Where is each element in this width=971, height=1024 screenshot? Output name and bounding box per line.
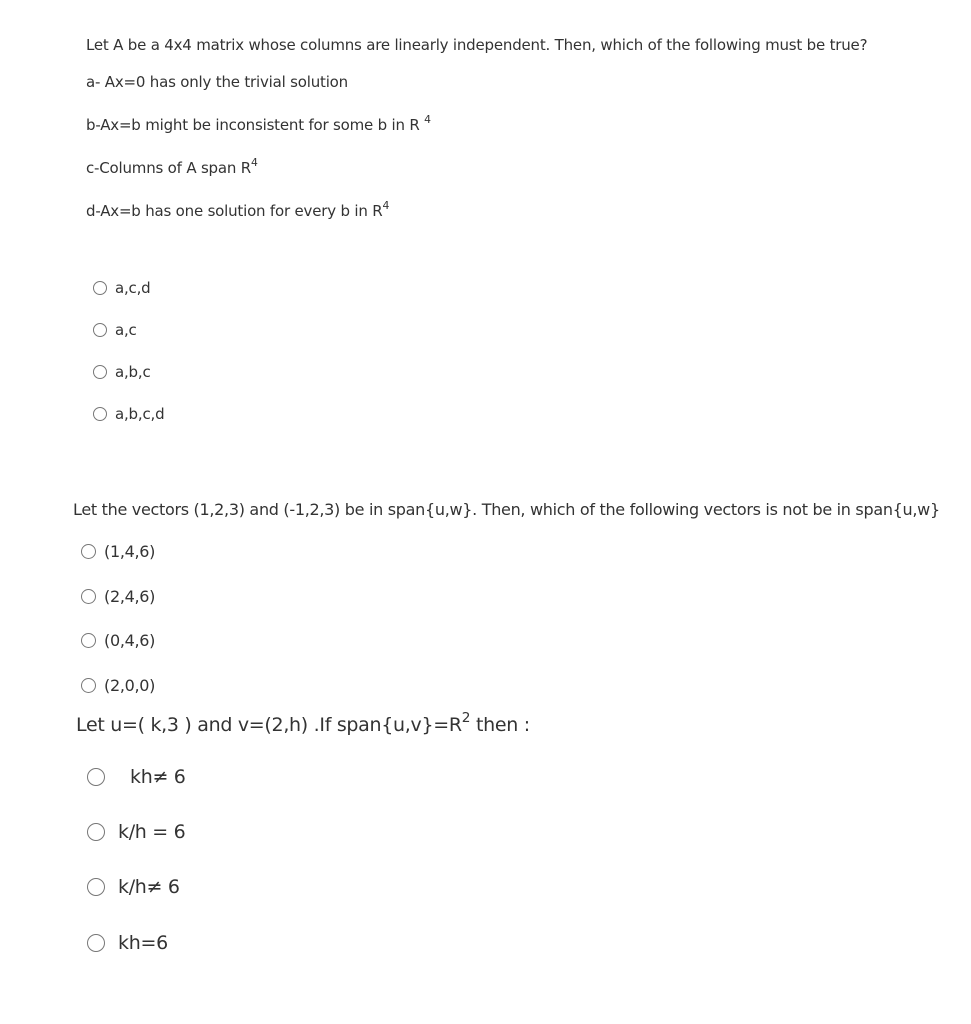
option-label: a,c bbox=[115, 321, 137, 339]
option-label: k/h≠ 6 bbox=[118, 876, 180, 898]
question-3-prompt bbox=[76, 710, 530, 736]
option-label: (2,4,6) bbox=[104, 587, 156, 606]
radio-button[interactable] bbox=[87, 823, 105, 841]
question-3-option-1[interactable] bbox=[87, 766, 186, 788]
option-label: a,b,c bbox=[115, 363, 151, 381]
option-label: k/h = 6 bbox=[118, 821, 186, 843]
radio-button[interactable] bbox=[81, 633, 96, 648]
option-label: kh≠ 6 bbox=[130, 766, 186, 788]
question-2-option-3[interactable] bbox=[81, 631, 155, 650]
statement-text: d-Ax=b has one solution for every b in R bbox=[86, 202, 383, 220]
statement-text: a- Ax=0 has only the trivial solution bbox=[86, 73, 348, 91]
option-label: a,c,d bbox=[115, 279, 151, 297]
radio-button[interactable] bbox=[93, 323, 107, 337]
question-1-statement-a bbox=[86, 73, 348, 91]
question-3-option-4[interactable] bbox=[87, 932, 168, 954]
question-1-option-1[interactable] bbox=[93, 279, 151, 297]
question-2-option-2[interactable] bbox=[81, 587, 155, 606]
question-2-option-4[interactable] bbox=[81, 676, 155, 695]
prompt-superscript: 2 bbox=[461, 710, 471, 727]
statement-text: b-Ax=b might be inconsistent for some b in R bbox=[86, 116, 425, 134]
prompt-text: then : bbox=[470, 714, 530, 736]
statement-superscript: 4 bbox=[250, 155, 258, 169]
radio-button[interactable] bbox=[93, 407, 107, 421]
question-1-option-3[interactable] bbox=[93, 363, 151, 381]
radio-button[interactable] bbox=[87, 878, 105, 896]
radio-button[interactable] bbox=[81, 678, 96, 693]
radio-button[interactable] bbox=[87, 768, 105, 786]
statement-superscript: 4 bbox=[382, 198, 390, 212]
radio-button[interactable] bbox=[93, 281, 107, 295]
question-1-option-4[interactable] bbox=[93, 405, 164, 423]
statement-superscript: 4 bbox=[424, 112, 431, 126]
option-label: (2,0,0) bbox=[104, 676, 156, 695]
statement-text: c-Columns of A span R bbox=[86, 159, 251, 177]
radio-button[interactable] bbox=[81, 544, 96, 559]
question-2-option-1[interactable] bbox=[81, 542, 155, 561]
question-1-prompt: Let A be a 4x4 matrix whose columns are linearly independent. Then, which of the following must be true? bbox=[86, 36, 868, 54]
question-2-prompt: Let the vectors (1,2,3) and (-1,2,3) be in span{u,w}. Then, which of the following vectors is not be in span{u,w} bbox=[73, 500, 940, 519]
question-1-option-2[interactable] bbox=[93, 321, 137, 339]
question-1-statement-d bbox=[86, 198, 390, 220]
question-1-statement-b bbox=[86, 112, 431, 134]
question-3-option-3[interactable] bbox=[87, 876, 180, 898]
prompt-text: Let u=( k,3 ) and v=(2,h) .If span{u,v}=R bbox=[76, 714, 462, 736]
radio-button[interactable] bbox=[87, 934, 105, 952]
option-label: (0,4,6) bbox=[104, 631, 156, 650]
radio-button[interactable] bbox=[93, 365, 107, 379]
question-3-option-2[interactable] bbox=[87, 821, 185, 843]
question-1-statement-c bbox=[86, 155, 258, 177]
option-label: (1,4,6) bbox=[104, 542, 156, 561]
option-label: kh=6 bbox=[118, 932, 168, 954]
option-label: a,b,c,d bbox=[115, 405, 165, 423]
radio-button[interactable] bbox=[81, 589, 96, 604]
